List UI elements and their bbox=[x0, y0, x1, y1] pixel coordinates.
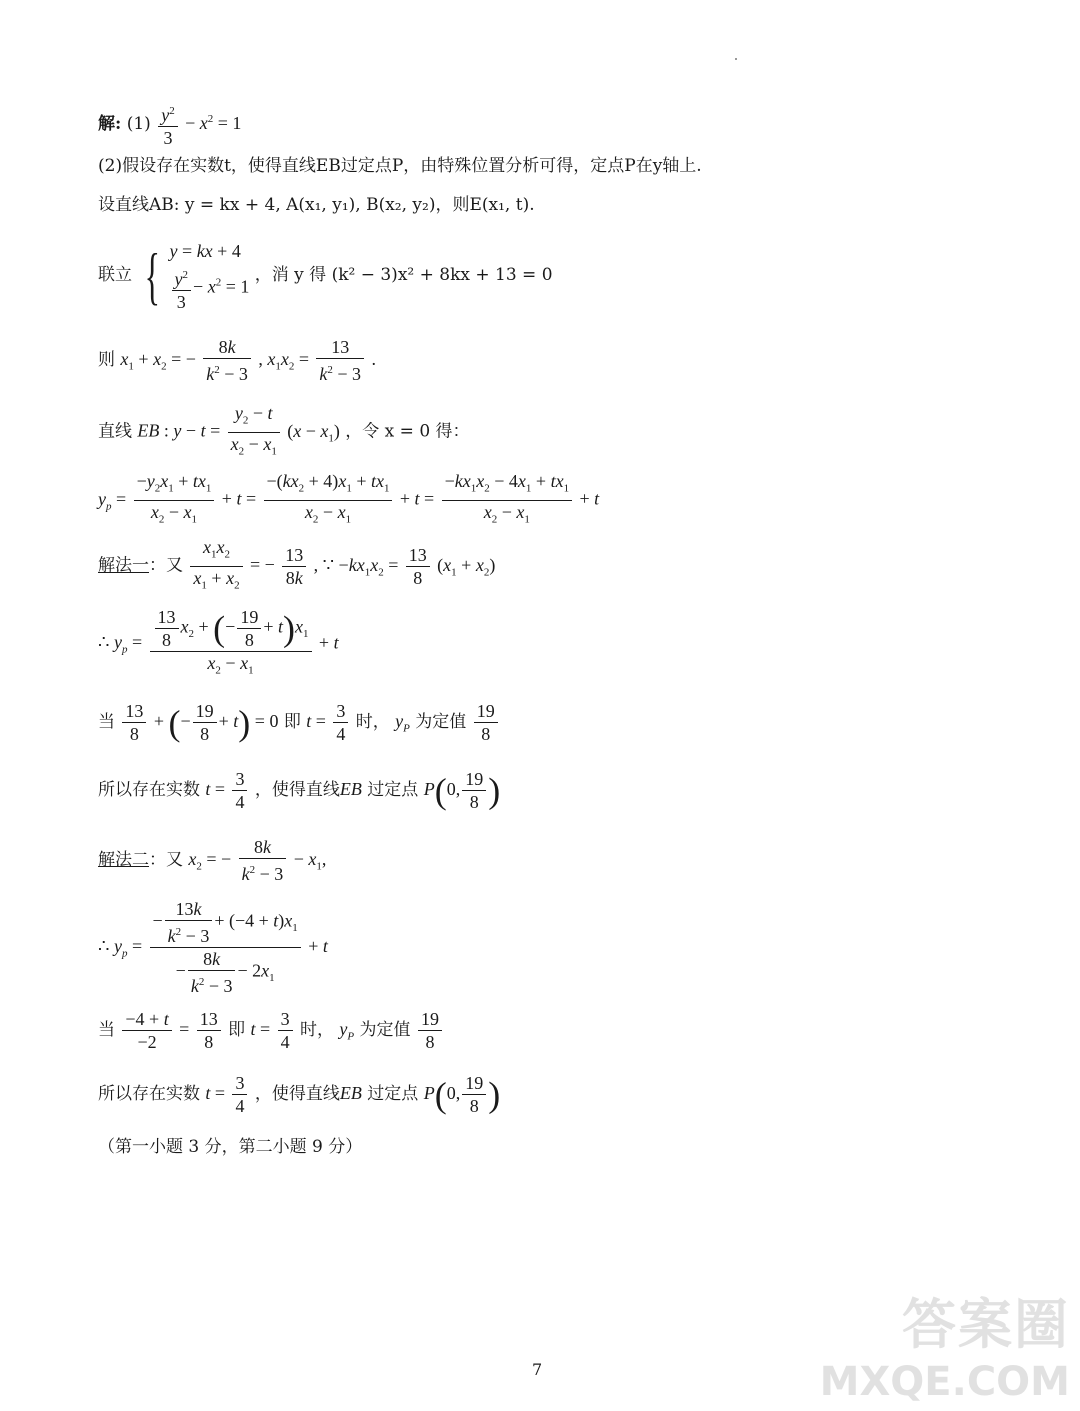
line-eb-tail: ，令 x = 0 得： bbox=[345, 421, 470, 442]
method1-intro: 解法一：又 $\frac{x_1x_2}{x_1 + x_2}$ = − $\frac{13}{8k}$ , ∵ $-kx_1x_2$ = $\frac{13}{8}$ $(x_1 + x_2)$ bbox=[98, 536, 495, 596]
method2-label: 解法二 bbox=[98, 850, 149, 870]
fraction: $\frac{13}{8}$ $x_2$ + (− $\frac{19}{8}$ + $t)x_1$ $x_2 - x_1$ bbox=[150, 606, 312, 682]
fraction: $\frac{3}{4}$ bbox=[278, 1008, 293, 1053]
part2-line bbox=[98, 155, 702, 177]
conclusion-prefix-2: 所以存在实数 bbox=[98, 1084, 200, 1104]
fraction: $\frac{3}{4}$ bbox=[232, 1072, 247, 1117]
fraction: $\frac{13}{k^2 - 3}$ bbox=[316, 336, 364, 385]
when-mid-2: 即 bbox=[228, 1020, 246, 1040]
line-eb: 直线 EB : y − t = $\frac{y_2 - t}{x_2 - x_1}$ $(x - x_1)$ ，令 x = 0 得： bbox=[98, 402, 470, 462]
conclusion-mid2: 过定点 bbox=[367, 780, 419, 800]
combine-line bbox=[98, 238, 553, 313]
yp-expression: $y_p$ = $\frac{-y_2x_1 + tx_1}{x_2 - x_1}$ + t = $\frac{-(kx_2 + 4)x_1 + tx_1}{x_2 - x_1}$ + t = $\frac{-kx_1x_2 - 4x_1 + tx_1}{x_2 - x_1}$ + t bbox=[98, 470, 599, 530]
page-number: 7 bbox=[532, 1360, 543, 1379]
fixed-value-label-2: 为定值 bbox=[359, 1020, 411, 1040]
fraction: $\frac{13}{8}$ bbox=[406, 544, 430, 589]
method2-intro-text: ：又 bbox=[149, 850, 183, 870]
solution-label: 解 bbox=[98, 114, 115, 134]
fraction: $\frac{3}{4}$ bbox=[232, 768, 247, 813]
vieta-label: 则 bbox=[98, 350, 115, 370]
part1-marker: (1) bbox=[126, 114, 151, 134]
fraction: $\frac{19}{8}$ bbox=[462, 1072, 486, 1117]
fraction: $\frac{19}{8}$ bbox=[193, 700, 217, 745]
conclusion-prefix: 所以存在实数 bbox=[98, 780, 200, 800]
fraction: $\frac{-(kx_2 + 4)x_1 + tx_1}{x_2 - x_1}$ bbox=[264, 470, 393, 530]
method2-condition: 当 $\frac{-4 + t}{-2}$ = $\frac{13}{8}$ 即 t = $\frac{3}{4}$ 时， $y_P$ 为定值 $\frac{19}{8}$ bbox=[98, 1008, 444, 1053]
combine-label: 联立 bbox=[98, 265, 132, 285]
vieta-line: 则 $x_1 + x_2$ = − $\frac{8k}{k^2 - 3}$ , $x_1x_2$ = $\frac{13}{k^2 - 3}$ . bbox=[98, 337, 376, 384]
part1-line: 解: (1) $\frac{y^2}{3}$ − $x^2 = 1$ bbox=[98, 100, 241, 149]
conclusion-mid: ，使得直线 bbox=[254, 780, 340, 800]
setup-line bbox=[98, 194, 535, 216]
setup-text: 设直线AB: y = kx + 4, A(x₁, y₁), B(x₂, y₂)，则E(x₁, t). bbox=[98, 195, 535, 215]
when-label-2: 当 bbox=[98, 1020, 115, 1040]
fraction: $\frac{19}{8}$ bbox=[474, 700, 498, 745]
when-tail: 时， bbox=[355, 712, 390, 732]
when-tail-2: 时， bbox=[300, 1020, 334, 1040]
fraction: $\frac{13}{8k}$ bbox=[282, 544, 306, 589]
method2-yp: ∴ $y_p$ = − $\frac{13k}{k^2 - 3}$ + $(-4 + t)x_1$ − $\frac{8k}{k^2 - 3}$ − $2x_1$ + t bbox=[98, 899, 328, 996]
method1-conclusion: 所以存在实数 t = $\frac{3}{4}$ ，使得直线EB 过定点 P(0, $\frac{19}{8}$ ) bbox=[98, 769, 501, 812]
fraction: $\frac{y_2 - t}{x_2 - x_1}$ bbox=[228, 402, 280, 462]
fraction: $\frac{19}{8}$ bbox=[462, 768, 486, 813]
fraction: $\frac{-4 + t}{-2}$ bbox=[122, 1008, 171, 1053]
method1-intro-text: ：又 bbox=[149, 555, 183, 576]
fraction: $\frac{-y_2x_1 + tx_1}{x_2 - x_1}$ bbox=[134, 470, 215, 530]
fraction: $\frac{3}{4}$ bbox=[333, 700, 348, 745]
fraction: $\frac{13}{8}$ bbox=[197, 1008, 221, 1053]
fixed-value-label: 为定值 bbox=[415, 712, 467, 732]
fraction: − $\frac{13k}{k^2 - 3}$ + $(-4 + t)x_1$ − $\frac{8k}{k^2 - 3}$ − $2x_1$ bbox=[150, 898, 301, 997]
conclusion-mid-2: ，使得直线 bbox=[254, 1084, 340, 1104]
fraction: $\frac{19}{8}$ bbox=[418, 1008, 442, 1053]
fraction: $\frac{-kx_1x_2 - 4x_1 + tx_1}{x_2 - x_1}$ bbox=[442, 470, 572, 530]
combine-tail: ，消 y 得 (k² − 3)x² + 8kx + 13 = 0 bbox=[254, 265, 553, 285]
fraction: $\frac{8k}{k^2 - 3}$ bbox=[239, 836, 287, 885]
method2-conclusion: 所以存在实数 t = $\frac{3}{4}$ ，使得直线EB 过定点 P(0, $\frac{19}{8}$ ) bbox=[98, 1073, 501, 1116]
method1-yp: ∴ $y_p$ = $\frac{13}{8}$ $x_2$ + (− $\frac{19}{8}$ + $t)x_1$ $x_2 - x_1$ + t bbox=[98, 606, 339, 682]
score-note bbox=[98, 1136, 362, 1158]
score-note-text: （第一小题 3 分，第二小题 9 分） bbox=[98, 1137, 363, 1157]
fraction: $\frac{13}{8}$ bbox=[122, 700, 146, 745]
when-label: 当 bbox=[98, 712, 115, 732]
left-brace: { bbox=[145, 239, 161, 311]
when-mid: 即 bbox=[283, 712, 301, 732]
conclusion-mid2-2: 过定点 bbox=[367, 1084, 419, 1104]
fraction: $\frac{8k}{k^2 - 3}$ bbox=[203, 336, 251, 385]
part2-text: (2)假设存在实数t，使得直线EB过定点P，由特殊位置分析可得，定点P在y轴上. bbox=[98, 156, 702, 176]
watermark bbox=[820, 1282, 1070, 1405]
method2-intro: 解法二：又 $x_2$ = − $\frac{8k}{k^2 - 3}$ − $x_1$, bbox=[98, 837, 327, 884]
method1-condition: 当 $\frac{13}{8}$ + (− $\frac{19}{8}$ + t) = 0 即 t = $\frac{3}{4}$ 时， $y_P$ 为定值 $\frac{19}{8}$ bbox=[98, 700, 500, 745]
fraction: $\frac{y^2}{3}$ bbox=[158, 100, 178, 149]
stray-dot bbox=[735, 58, 737, 60]
watermark-url: MXQE.COM bbox=[819, 1359, 1070, 1405]
method1-label: 解法一 bbox=[98, 555, 149, 576]
equation-system: y = kx + 4 $\frac{y^2}{3}$ − $x^2 = 1$ bbox=[169, 241, 250, 312]
line-eb-label: 直线 bbox=[98, 421, 132, 442]
fraction: $\frac{x_1x_2}{x_1 + x_2}$ bbox=[190, 536, 242, 596]
watermark-logo-text: 答案圈 bbox=[902, 1293, 1070, 1356]
